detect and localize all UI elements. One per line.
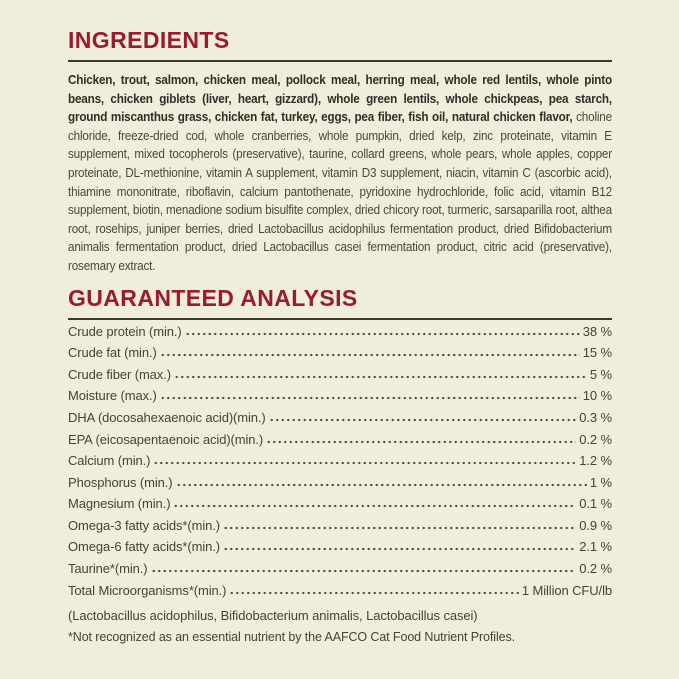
analysis-row-label: Calcium (min.) [68, 453, 151, 469]
ingredients-secondary: choline chloride, freeze-dried cod, whole cranberries, whole pumpkin, dried kelp, zinc proteinate, vitamin E supplement, mixed tocopherols (preservative), taurine, collard greens, whole pears, whole apples, copper proteinate, DL-methionine, vitamin A supplement, vitamin D3 supplement, niacin, vitamin C (ascorbic acid), thiamine mononitrate, riboflavin, calcium pantothenate, pyridoxine hydrochloride, folic acid, vitamin B12 supplement, biotin, menadione sodium bisulfite complex, dried chicory root, turmeric, sarsaparilla root, althea root, rosehips, juniper berries, dried Lactobacillus acidophilus fermentation product, dried Bifidobacterium animalis fermentation product, dried Lactobacillus casei fermentation product, citric acid (preservative), rosemary extract. [68, 109, 612, 273]
analysis-row-label: Crude fiber (max.) [68, 366, 171, 382]
dot-leader [269, 411, 577, 422]
analysis-row [68, 496, 612, 518]
analysis-row-label: Omega-3 fatty acids*(min.) [68, 517, 221, 533]
analysis-row-label: DHA (docosahexaenoic acid)(min.) [68, 409, 266, 425]
analysis-row [68, 410, 612, 432]
analysis-row-value: 5 % [589, 366, 612, 382]
analysis-row [68, 388, 612, 410]
ingredients-paragraph [68, 71, 612, 276]
dot-leader [174, 368, 587, 379]
analysis-row-label: Crude fat (min.) [68, 345, 157, 361]
ingredients-primary-bold: Chicken, trout, salmon, chicken meal, pollock meal, herring meal, whole red lentils, whole pinto beans, chicken giblets (liver, heart, gizzard), whole green lentils, whole chickpeas, pea starch, ground miscanthus grass, chicken fat, turkey, eggs, pea fiber, fish oil, natural chicken flavor, [68, 72, 612, 125]
analysis-row-value: 1 % [589, 474, 612, 490]
dot-leader [160, 346, 580, 357]
analysis-row-value: 1 Million CFU/lb [521, 582, 612, 598]
analysis-row-value: 0.3 % [579, 409, 612, 425]
analysis-row [68, 518, 612, 540]
analysis-row-label: Phosphorus (min.) [68, 474, 173, 490]
analysis-row-value: 1.2 % [579, 453, 612, 469]
analysis-row-label: EPA (eicosapentaenoic acid)(min.) [68, 431, 264, 447]
analysis-row [68, 475, 612, 497]
dot-leader [160, 389, 580, 400]
guaranteed-analysis-section [68, 286, 612, 649]
dot-leader [176, 476, 587, 487]
analysis-row [68, 324, 612, 346]
analysis-row [68, 453, 612, 475]
ingredients-divider [68, 60, 612, 62]
dot-leader [266, 433, 576, 444]
ingredients-title: INGREDIENTS [68, 27, 230, 53]
analysis-row-label: Taurine*(min.) [68, 561, 148, 577]
analysis-row [68, 561, 612, 583]
guaranteed-analysis-divider [68, 318, 612, 320]
analysis-row-label: Moisture (max.) [68, 388, 157, 404]
dot-leader [173, 497, 576, 508]
dot-leader [223, 540, 576, 551]
ingredients-section [68, 28, 612, 276]
analysis-row-value: 2.1 % [579, 539, 612, 555]
dot-leader [153, 454, 576, 465]
analysis-row-value: 0.9 % [579, 517, 612, 533]
dot-leader [223, 519, 576, 530]
analysis-row-value: 0.1 % [579, 496, 612, 512]
analysis-row-value: 15 % [582, 345, 612, 361]
analysis-row-label: Omega-6 fatty acids*(min.) [68, 539, 221, 555]
analysis-row [68, 432, 612, 454]
dot-leader [151, 562, 577, 573]
microorganisms-note: (Lactobacillus acidophilus, Bifidobacterium animalis, Lactobacillus casei) [68, 608, 478, 624]
analysis-row-value: 0.2 % [579, 561, 612, 577]
aafco-footnote: *Not recognized as an essential nutrient by the AAFCO Cat Food Nutrient Profiles. [68, 630, 515, 645]
analysis-row-value: 10 % [582, 388, 612, 404]
analysis-row-label: Total Microorganisms*(min.) [68, 582, 227, 598]
analysis-row-value: 0.2 % [579, 431, 612, 447]
dot-leader [185, 325, 580, 336]
analysis-row [68, 539, 612, 561]
analysis-row [68, 583, 612, 605]
analysis-row [68, 345, 612, 367]
analysis-row [68, 367, 612, 389]
dot-leader [229, 584, 518, 595]
analysis-row-label: Magnesium (min.) [68, 496, 171, 512]
guaranteed-analysis-table [68, 324, 612, 605]
guaranteed-analysis-title: GUARANTEED ANALYSIS [68, 284, 358, 311]
analysis-row-label: Crude protein (min.) [68, 323, 182, 339]
analysis-row-value: 38 % [582, 323, 612, 339]
